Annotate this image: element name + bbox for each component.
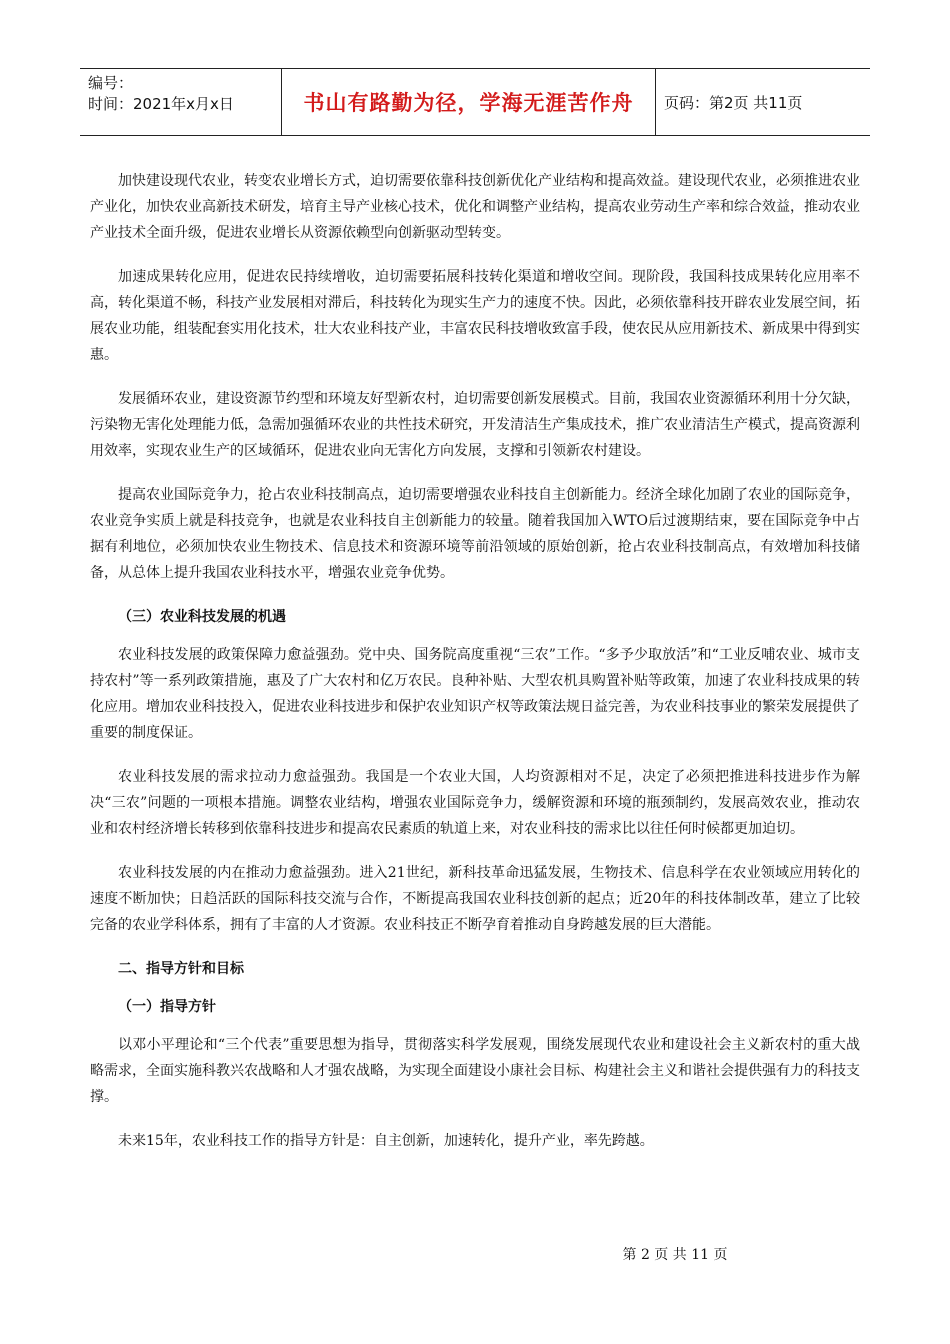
paragraph: 加速成果转化应用，促进农民持续增收，迫切需要拓展科技转化渠道和增收空间。现阶段，我国科技成果转化应用率不高，转化渠道不畅，科技产业发展相对滞后，科技转化为现实生产力的速度不快。因此，必须依靠科技开辟农业发展空间，拓展农业功能，组装配套实用化技术，壮大农业科技产业，丰富农民科技增收致富手段，使农民从应用新技术、新成果中得到实惠。 bbox=[90, 269, 860, 363]
section-heading: （一）指导方针 bbox=[118, 999, 216, 1015]
footer-page-number: 第 2 页 共 11 页 bbox=[622, 1247, 728, 1263]
chapter-heading: 二、指导方针和目标 bbox=[118, 961, 244, 977]
paragraph: 提高农业国际竞争力，抢占农业科技制高点，迫切需要增强农业科技自主创新能力。经济全球化加剧了农业的国际竞争，农业竞争实质上就是科技竞争，也就是农业科技自主创新能力的较量。随着我国加入WTO后过渡期结束，要在国际竞争中占据有利地位，必须加快农业生物技术、信息技术和资源环境等前沿领域的原始创新，抢占农业科技制高点，有效增加科技储备，从总体上提升我国农业科技水平，增强农业竞争优势。 bbox=[90, 487, 860, 581]
header-meta bbox=[80, 69, 282, 135]
paragraph: 未来15年，农业科技工作的指导方针是：自主创新，加速转化，提升产业，率先跨越。 bbox=[118, 1133, 654, 1149]
section-heading: （三）农业科技发展的机遇 bbox=[118, 609, 286, 625]
header-motto-cell bbox=[282, 69, 656, 135]
document-time-label: 时间：2021年x月x日 bbox=[88, 95, 234, 113]
page-footer bbox=[0, 1244, 950, 1264]
paragraph: 农业科技发展的政策保障力愈益强劲。党中央、国务院高度重视“三农”工作。“多予少取放活”和“工业反哺农业、城市支持农村”等一系列政策措施，惠及了广大农村和亿万农民。良种补贴、大型农机具购置补贴等政策，加速了农业科技成果的转化应用。增加农业科技投入，促进农业科技进步和保护农业知识产权等政策法规日益完善，为农业科技事业的繁荣发展提供了重要的制度保证。 bbox=[90, 647, 860, 741]
document-number-label: 编号： bbox=[88, 74, 134, 92]
header-page-info-cell bbox=[656, 69, 870, 135]
header-page-info: 页码：第2页 共11页 bbox=[664, 93, 803, 112]
document-body bbox=[90, 168, 860, 1172]
paragraph: 农业科技发展的需求拉动力愈益强劲。我国是一个农业大国，人均资源相对不足，决定了必须把推进科技进步作为解决“三农”问题的一项根本措施。调整农业结构，增强农业国际竞争力，缓解资源和环境的瓶颈制约，发展高效农业，推动农业和农村经济增长转移到依靠科技进步和提高农民素质的轨道上来，对农业科技的需求比以往任何时候都更加迫切。 bbox=[90, 769, 860, 837]
paragraph: 加快建设现代农业，转变农业增长方式，迫切需要依靠科技创新优化产业结构和提高效益。建设现代农业，必须推进农业产业化，加快农业高新技术研发，培育主导产业核心技术，优化和调整产业结构，提高农业劳动生产率和综合效益，推动农业产业技术全面升级，促进农业增长从资源依赖型向创新驱动型转变。 bbox=[90, 173, 860, 241]
paragraph: 以邓小平理论和“三个代表”重要思想为指导，贯彻落实科学发展观，围绕发展现代农业和建设社会主义新农村的重大战略需求，全面实施科教兴农战略和人才强农战略，为实现全面建设小康社会目标、构建社会主义和谐社会提供强有力的科技支撑。 bbox=[90, 1037, 860, 1105]
page-header bbox=[80, 68, 870, 136]
header-motto: 书山有路勤为径，学海无涯苦作舟 bbox=[303, 91, 634, 115]
paragraph: 农业科技发展的内在推动力愈益强劲。进入21世纪，新科技革命迅猛发展，生物技术、信息科学在农业领域应用转化的速度不断加快；日趋活跃的国际科技交流与合作，不断提高我国农业科技创新的起点；近20年的科技体制改革，建立了比较完备的农业学科体系，拥有了丰富的人才资源。农业科技正不断孕育着推动自身跨越发展的巨大潜能。 bbox=[90, 865, 860, 933]
paragraph: 发展循环农业，建设资源节约型和环境友好型新农村，迫切需要创新发展模式。目前，我国农业资源循环利用十分欠缺，污染物无害化处理能力低，急需加强循环农业的共性技术研究，开发清洁生产集成技术，推广农业清洁生产模式，提高资源利用效率，实现农业生产的区域循环，促进农业向无害化方向发展，支撑和引领新农村建设。 bbox=[90, 391, 860, 459]
